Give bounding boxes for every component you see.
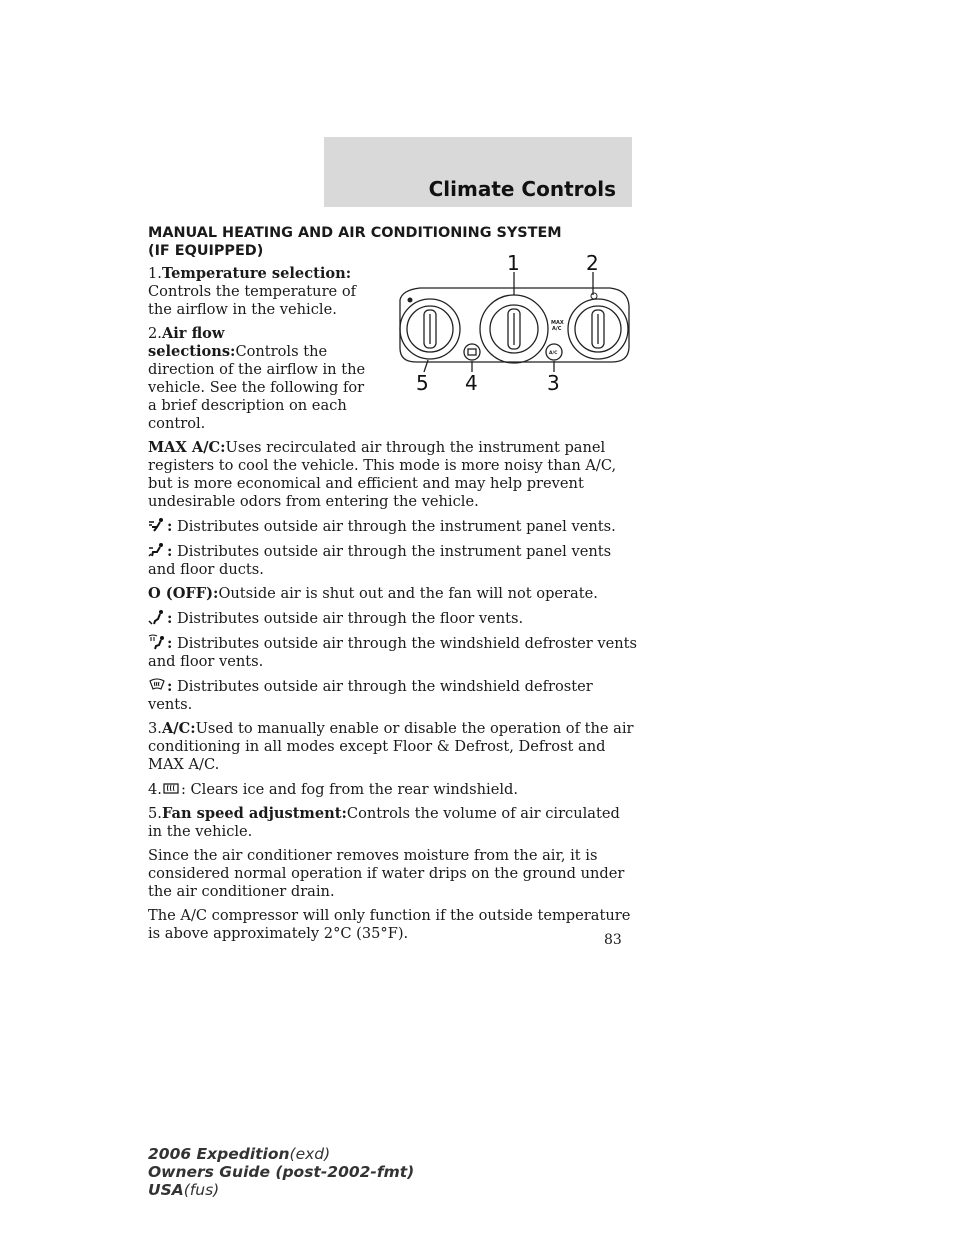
item-floor: : Distributes outside air through the floor vents. <box>148 609 638 628</box>
item-floor-defrost: : Distributes outside air through the windshield defroster vents and floor vents. <box>148 635 638 670</box>
rear-defrost-icon <box>162 780 180 796</box>
panel-floor-vent-icon <box>148 542 166 558</box>
callout-3: 3 <box>547 371 560 395</box>
section-heading: MANUAL HEATING AND AIR CONDITIONING SYSTEM (IF EQUIPPED) <box>148 225 562 259</box>
section-title: Climate Controls <box>428 177 616 201</box>
note-moisture: Since the air conditioner removes moisture from the air, it is considered normal operation if water drips on the ground under the air conditioner drain. <box>148 847 625 900</box>
note-compressor: The A/C compressor will only function if the outside temperature is above approximately 2°C (35°F). <box>148 907 631 942</box>
callout-1: 1 <box>507 251 520 275</box>
item-rear-defrost: 4. : Clears ice and fog from the rear windshield. <box>148 781 518 798</box>
callout-2: 2 <box>586 251 599 275</box>
page-content <box>148 224 638 949</box>
item-off: O (OFF):Outside air is shut out and the fan will not operate. <box>148 585 598 602</box>
item-fan-speed: 5.Fan speed adjustment:Controls the volume of air circulated in the vehicle. <box>148 805 620 840</box>
floor-vent-icon <box>148 609 166 625</box>
ac-button-label: A/C <box>549 351 558 356</box>
footer: 2006 Expedition(exd) Owners Guide (post-2002-fmt) USA(fus) <box>148 1145 415 1199</box>
item-temperature: 1.Temperature selection: Controls the temperature of the airflow in the vehicle. <box>148 265 357 318</box>
page-number: 83 <box>604 932 622 948</box>
callout-4: 4 <box>465 371 478 395</box>
item-airflow: 2.Air flow selections:Controls the direction of the airflow in the vehicle. See the following for a brief description on each control. <box>148 325 366 432</box>
max-ac-label: MAX <box>551 320 564 326</box>
item-panel: : Distributes outside air through the instrument panel vents. <box>148 517 638 536</box>
item-max-ac: MAX A/C:Uses recirculated air through the instrument panel registers to cool the vehicle. This mode is more noisy than A/C, but is more economical and efficient and may help prevent undesirable odors from entering the vehicle. <box>148 439 617 510</box>
windshield-defrost-icon <box>148 677 166 693</box>
item-defrost: : Distributes outside air through the windshield defroster vents. <box>148 678 593 713</box>
header-band <box>324 137 632 207</box>
item-panel-floor: : Distributes outside air through the instrument panel vents and floor ducts. <box>148 543 612 578</box>
floor-defrost-icon <box>148 634 166 650</box>
item-ac: 3.A/C:Used to manually enable or disable the operation of the air conditioning in all modes except Floor & Defrost, Defrost and MAX A/C. <box>148 720 634 773</box>
max-ac-sub-label: A/C <box>552 326 562 332</box>
callout-5: 5 <box>416 371 429 395</box>
panel-vent-icon <box>148 517 166 533</box>
